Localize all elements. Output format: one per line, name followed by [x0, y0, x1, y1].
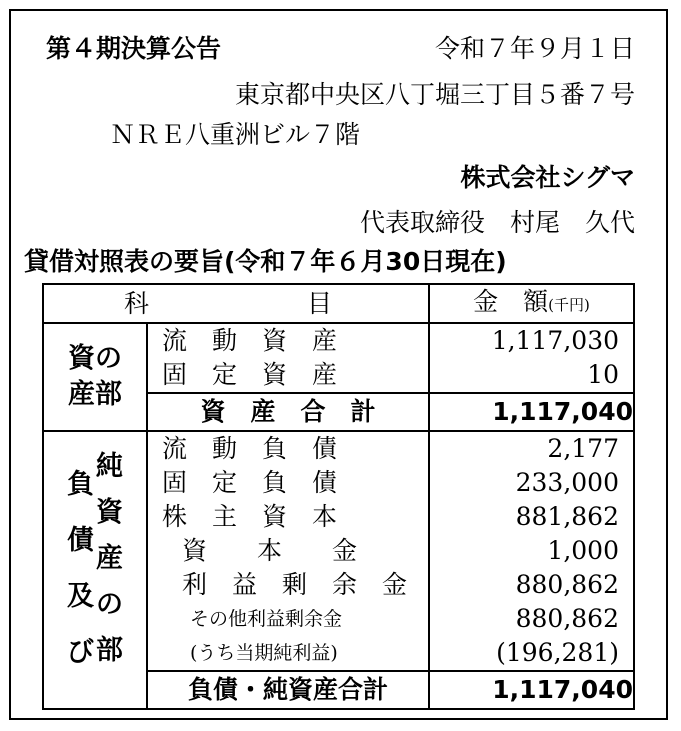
- list-item: (うち当期純利益): [190, 642, 338, 664]
- list-item: 利 益 剰 余 金: [182, 570, 408, 599]
- assets-item-amounts: [429, 323, 634, 393]
- liabilities-items-row: [43, 431, 634, 671]
- list-item: 株 主 資 本: [162, 502, 338, 531]
- list-item: 固 定 負 債: [162, 468, 338, 497]
- assets-total-label: 資 産 合 計: [147, 393, 429, 431]
- assets-category-line-2: 産部: [68, 379, 122, 410]
- amount-value: (196,281): [496, 638, 619, 667]
- amount-value: 880,862: [515, 570, 619, 599]
- category-char: 及: [67, 581, 94, 612]
- assets-item-labels: [147, 323, 429, 393]
- liabilities-item-labels: [147, 431, 429, 671]
- category-char: 資: [96, 497, 123, 528]
- item-header-left: 科: [124, 289, 150, 318]
- amount-value: 233,000: [515, 468, 619, 497]
- amount-header-label: 金 額: [473, 287, 549, 316]
- unit-label: (千円): [548, 296, 590, 314]
- company-name: 株式会社シグマ: [460, 163, 635, 192]
- amount-value: 881,862: [515, 502, 619, 531]
- assets-category: [43, 323, 147, 431]
- list-item: 固 定 資 産: [162, 360, 338, 389]
- category-char: 債: [67, 525, 94, 556]
- amount-column-header: [429, 284, 634, 323]
- amount-value: 1,000: [547, 536, 619, 565]
- amount-value: 880,862: [515, 604, 619, 633]
- list-item: 流 動 負 債: [162, 434, 338, 463]
- category-char: 部: [96, 635, 123, 666]
- liabilities-item-amounts: [429, 431, 634, 671]
- address-line-2: ＮＲＥ八重洲ビル７階: [110, 120, 361, 149]
- list-item: その他利益剰余金: [190, 608, 343, 630]
- category-char: 産: [96, 543, 123, 574]
- assets-category-line-1: 資の: [68, 343, 122, 374]
- liabilities-total-amount: 1,117,040: [429, 671, 634, 709]
- category-char: 純: [96, 451, 123, 482]
- liabilities-category-col-2: [96, 449, 123, 691]
- list-item: 流 動 資 産: [162, 326, 338, 355]
- item-column-header: [43, 284, 429, 323]
- assets-items-row: [43, 323, 634, 393]
- amount-value: 2,177: [547, 434, 619, 463]
- address-line-1: 東京都中央区八丁堀三丁目５番７号: [234, 80, 635, 109]
- amount-value: 10: [587, 360, 619, 389]
- item-header-right: 目: [306, 289, 332, 318]
- category-char: び: [67, 637, 94, 668]
- list-item: 資 本 金: [182, 536, 358, 565]
- notice-date: 令和７年９月１日: [434, 34, 635, 63]
- amount-value: 1,117,030: [491, 326, 619, 355]
- category-char: の: [96, 589, 123, 620]
- assets-total-amount: 1,117,040: [429, 393, 634, 431]
- category-char: 負: [67, 469, 94, 500]
- table-header-row: [43, 284, 634, 323]
- balance-sheet-table: [42, 283, 635, 710]
- liabilities-total-label: 負債・純資産合計: [147, 671, 429, 709]
- balance-sheet-title: 貸借対照表の要旨(令和７年６月30日現在): [24, 247, 507, 276]
- liabilities-category: [43, 431, 147, 709]
- liabilities-category-col-1: [67, 449, 94, 691]
- notice-title: 第４期決算公告: [46, 34, 222, 63]
- representative: 代表取締役 村尾 久代: [359, 208, 635, 237]
